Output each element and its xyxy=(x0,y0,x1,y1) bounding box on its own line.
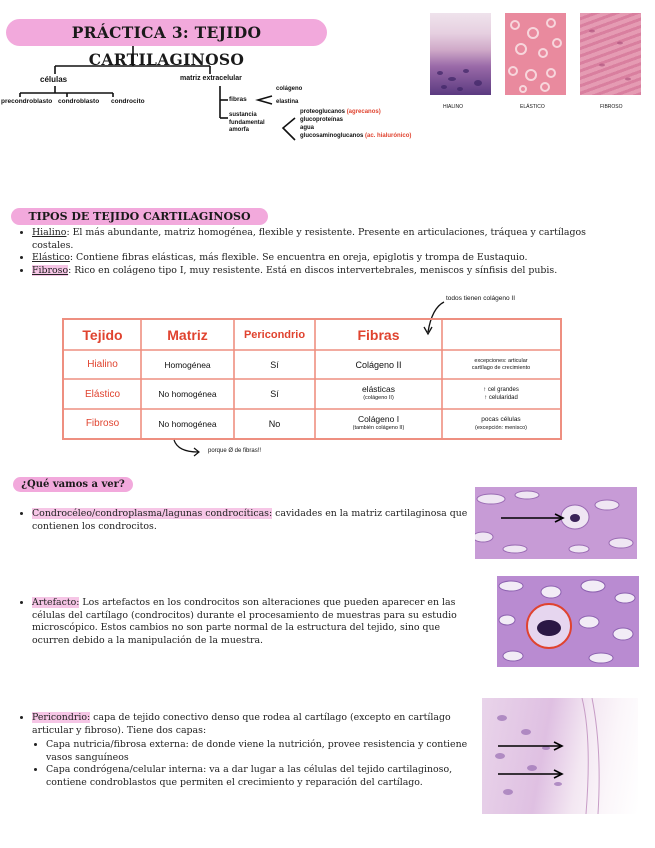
table-cell: Fibroso xyxy=(85,418,120,429)
diagram-condrocito: condrocito xyxy=(111,98,145,105)
table-cell: elásticas (colágeno II) xyxy=(361,384,396,401)
condrocele-image xyxy=(475,487,637,559)
diagram-fibras: fibras xyxy=(229,96,247,103)
tipos-heading: TIPOS DE TEJIDO CARTILAGINOSO xyxy=(11,208,268,225)
elastico-label: ELÁSTICO xyxy=(520,104,545,110)
table-cell: Hialino xyxy=(87,359,118,370)
table-cell: excepciones: articular cartílago de crecimiento xyxy=(471,357,531,371)
table-cell: ↑ cel grandes ↑ celularidad xyxy=(483,387,519,401)
table-cell: pocas células (excepción: menisco) xyxy=(475,415,527,431)
list-item: • Pericondrio: capa de tejido conectivo denso que rodea al cartílago (excepto en cartílago articular y fibroso). Tiene dos capas: • Capa nutricia/fibrosa externa: de donde viene la nutrición, provee resistencia y contiene vasos sanguíneos • Capa condrógena/celular interna: va a dar lugar a las células del tejido cartilaginoso, contiene condroblastos que permiten el crecimiento y reparación del cartílago. xyxy=(32,712,468,789)
table-cell: Sí xyxy=(270,359,279,370)
th-tejido: Tejido xyxy=(82,327,123,343)
table-cell: No homogénea xyxy=(158,418,217,429)
table-note-bottom: porque Ø de fibras!! xyxy=(208,448,262,454)
diagram-condroblasto: condroblasto xyxy=(58,98,100,105)
comparison-table xyxy=(62,318,562,440)
list-item: • Hialino: El más abundante, matriz homogénea, flexible y resistente. Presente en articulaciones, tráquea y cartílagos costales. xyxy=(32,227,618,252)
diagram-colageno: colágeno xyxy=(276,86,303,92)
vamos-heading: ¿Qué vamos a ver? xyxy=(13,477,133,492)
list-item: • Fibroso: Rico en colágeno tipo I, muy resistente. Está en discos intervertebrales, meniscos y sínfisis del pubis. xyxy=(32,265,618,278)
tipos-list xyxy=(18,227,618,277)
list-item: • Elástico: Contiene fibras elásticas, más flexible. Se encuentra en oreja, epiglotis y trompa de Eustaquio. xyxy=(32,252,618,265)
th-fibras: Fibras xyxy=(357,327,400,343)
artefacto-image xyxy=(497,576,639,667)
list-item: • Condrocéleo/condroplasma/lagunas condrocíticas: cavidades en la matriz cartilaginosa que contienen los condrocitos. xyxy=(32,508,468,533)
diagram-precondroblasto: precondroblasto xyxy=(1,98,53,105)
table-cell: No homogénea xyxy=(158,389,217,399)
condrocele-text xyxy=(18,508,468,533)
table-cell: Colágeno II xyxy=(355,359,402,370)
list-item: • Artefacto: Los artefactos en los condrocitos son alteraciones que pueden aparecer en las células del cartílago (condrocitos) durante el procesamiento de muestras para su estudio microscópico. Estos cambios no son parte normal de la estructura del tejido, sino que ocurren debido a la manipulación de la muestra. xyxy=(32,597,473,647)
hialino-image xyxy=(430,13,491,95)
diagram-celulas: células xyxy=(40,75,68,84)
table-cell: Elástico xyxy=(84,388,120,400)
diagram-sustancia-children: proteoglucanos (agrecanos) glucoproteínas agua glucosaminoglucanos (ac. hialurónico) xyxy=(300,109,412,139)
table-cell: Sí xyxy=(270,389,279,399)
th-pericondrio: Pericondrio xyxy=(243,329,306,341)
fibroso-label: FIBROSO xyxy=(600,104,623,110)
table-note-top: todos tienen colágeno II xyxy=(446,295,516,302)
pericondrio-image xyxy=(482,698,638,814)
diagram-sustancia: sustancia fundamental amorfa xyxy=(229,112,265,133)
list-item: • Capa condrógena/celular interna: va a dar lugar a las células del tejido cartilaginoso, contiene condroblastos que permiten el crecimiento y reparación del cartílago. xyxy=(46,764,468,789)
table-cell: Colágeno I (también colágeno II) xyxy=(352,413,405,431)
table-cell: No xyxy=(268,418,281,429)
th-matriz: Matriz xyxy=(167,327,208,343)
hialino-label: HIALINO xyxy=(443,104,464,110)
diagram-matriz: matriz extracelular xyxy=(180,75,242,82)
th-extra xyxy=(442,320,560,350)
elastico-image xyxy=(505,13,566,95)
fibroso-image xyxy=(580,13,641,95)
table-cell: Homogénea xyxy=(164,359,211,370)
table-note-bottom-arrow xyxy=(170,438,210,458)
diagram-elastina: elastina xyxy=(276,99,299,105)
artefacto-text xyxy=(18,597,473,647)
page-title: PRÁCTICA 3: TEJIDO CARTILAGINOSO xyxy=(6,19,327,46)
list-item: • Capa nutricia/fibrosa externa: de donde viene la nutrición, provee resistencia y contiene vasos sanguíneos xyxy=(46,739,468,764)
pericondrio-text xyxy=(18,712,468,789)
